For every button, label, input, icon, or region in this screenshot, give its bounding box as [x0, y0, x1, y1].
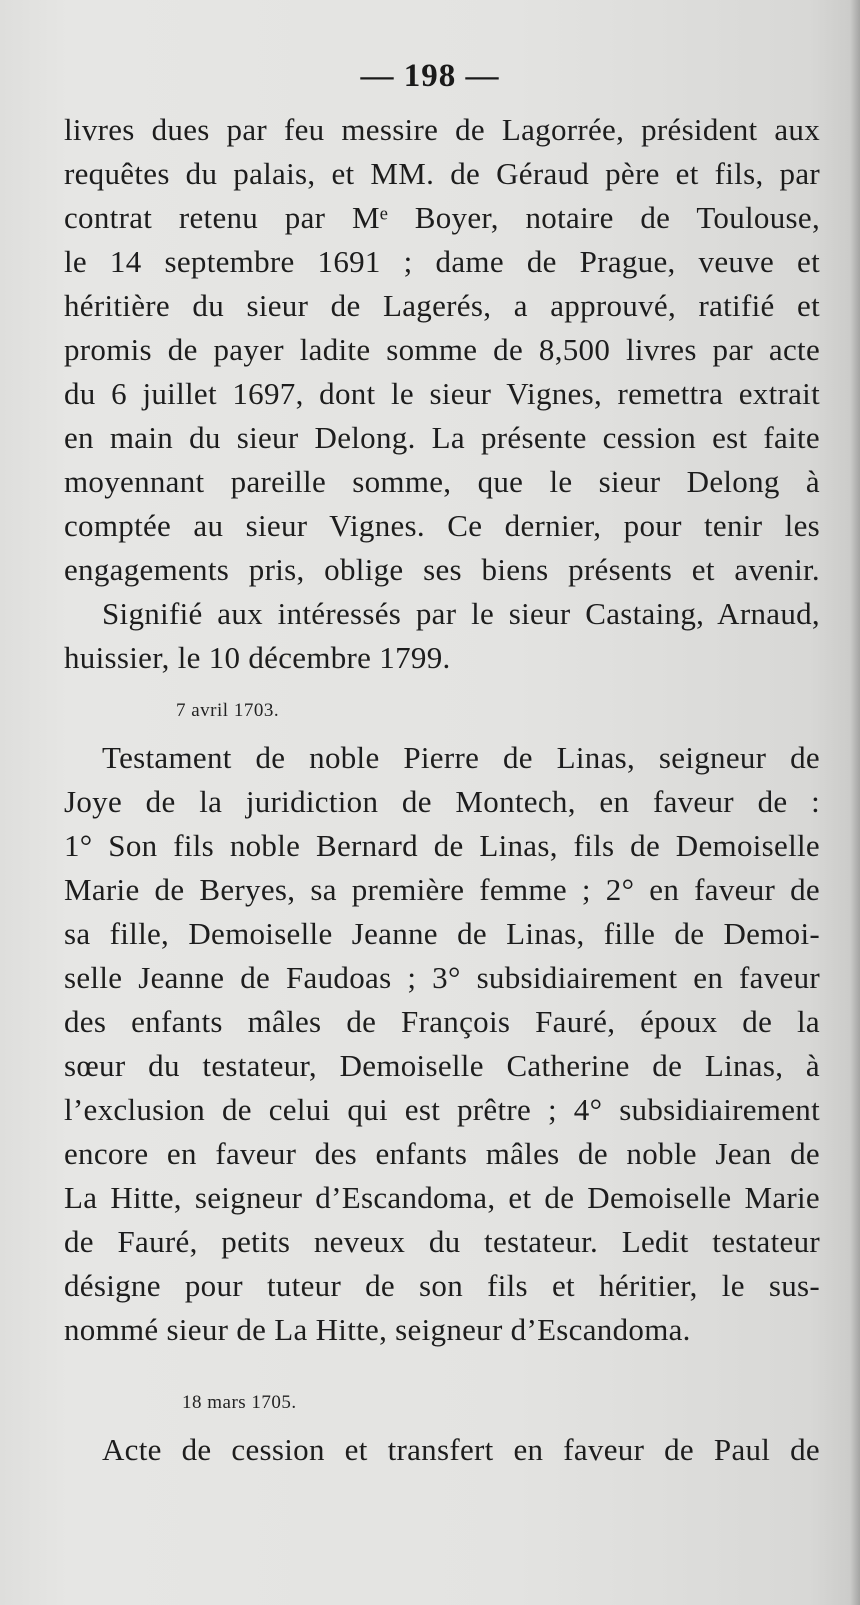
entry-date: 18 mars 1705.: [182, 1392, 297, 1413]
text-line: héritière du sieur de Lagerés, a approuvé, ratifié et: [64, 288, 820, 323]
entry-text: [64, 1428, 820, 1472]
text-line: requêtes du palais, et MM. de Géraud père et fils, par: [64, 156, 820, 191]
text-line: Testament de noble Pierre de Linas, seigneur de: [102, 740, 820, 775]
text-line: Signifié aux intéressés par le sieur Castaing, Arnaud,: [102, 596, 820, 631]
text-line: de Fauré, petits neveux du testateur. Ledit testateur: [64, 1224, 820, 1259]
text-line: le 14 septembre 1691 ; dame de Prague, veuve et: [64, 244, 820, 279]
text-line: en main du sieur Delong. La présente cession est faite: [64, 420, 820, 455]
entry-text: [64, 736, 820, 1352]
paragraph-continuation: [64, 108, 820, 680]
text-line: désigne pour tuteur de son fils et héritier, le sus-: [64, 1268, 820, 1303]
text-line: La Hitte, seigneur d’Escandoma, et de Demoiselle Marie: [64, 1180, 820, 1215]
text-line: encore en faveur des enfants mâles de noble Jean de: [64, 1136, 820, 1171]
text-line: sœur du testateur, Demoiselle Catherine de Linas, à: [64, 1048, 820, 1083]
text-line: engagements pris, oblige ses biens présents et avenir.: [64, 552, 820, 587]
text-line: du 6 juillet 1697, dont le sieur Vignes, remettra extrait: [64, 376, 820, 411]
text-line: nommé sieur de La Hitte, seigneur d’Escandoma.: [64, 1312, 691, 1347]
text-line: l’exclusion de celui qui est prêtre ; 4° subsidiairement: [64, 1092, 820, 1127]
text-line: contrat retenu par Mᵉ Boyer, notaire de Toulouse,: [64, 200, 820, 235]
text-line: sa fille, Demoiselle Jeanne de Linas, fille de Demoi-: [64, 916, 820, 951]
text-line: comptée au sieur Vignes. Ce dernier, pour tenir les: [64, 508, 820, 543]
text-line: livres dues par feu messire de Lagorrée, président aux: [64, 112, 820, 147]
text-line: Acte de cession et transfert en faveur de Paul de: [102, 1432, 820, 1467]
page-edge-shadow: [850, 0, 860, 1605]
text-line: promis de payer ladite somme de 8,500 livres par acte: [64, 332, 820, 367]
entry-date: 7 avril 1703.: [176, 700, 280, 721]
text-line: 1° Son fils noble Bernard de Linas, fils de Demoiselle: [64, 828, 820, 863]
text-line: Marie de Beryes, sa première femme ; 2° en faveur de: [64, 872, 820, 907]
text-line: Joye de la juridiction de Montech, en faveur de :: [64, 784, 820, 819]
text-line: des enfants mâles de François Fauré, époux de la: [64, 1004, 820, 1039]
text-line: moyennant pareille somme, que le sieur Delong à: [64, 464, 820, 499]
page-number: — 198 —: [360, 58, 500, 94]
text-line: selle Jeanne de Faudoas ; 3° subsidiairement en faveur: [64, 960, 820, 995]
text-line: huissier, le 10 décembre 1799.: [64, 640, 451, 675]
